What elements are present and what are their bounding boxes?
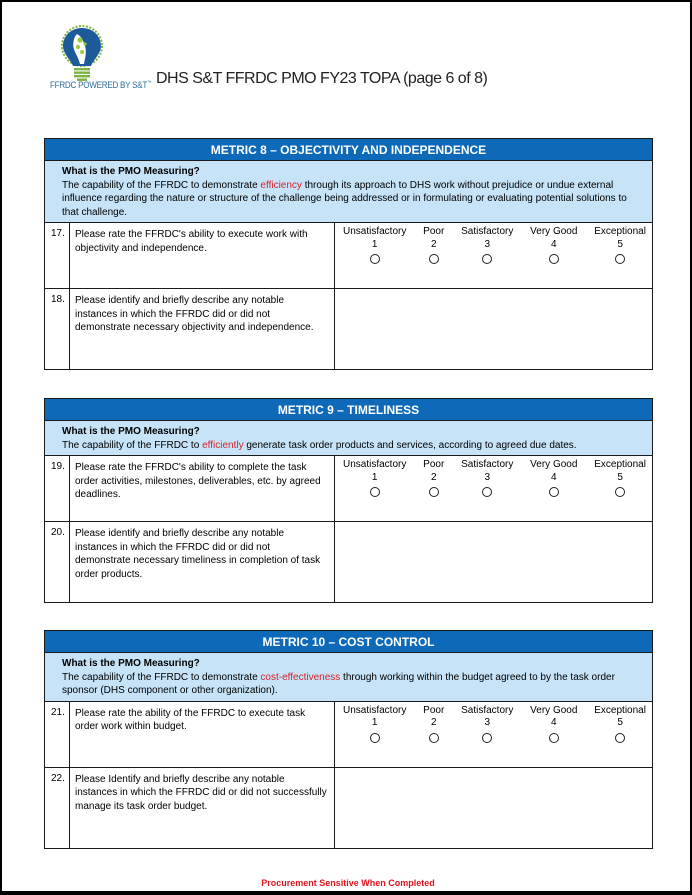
question-text: Please Identify and briefly describe any notable instances in which the FFRDC did or did not successfully manage its task order budget. bbox=[70, 768, 335, 848]
q22-response-field[interactable] bbox=[335, 768, 652, 848]
measure-description bbox=[45, 653, 652, 702]
measure-question: What is the PMO Measuring? bbox=[62, 166, 200, 177]
question-number: 20. bbox=[45, 522, 70, 602]
question-text: Please rate the FFRDC's ability to execute work with objectivity and independence. bbox=[70, 223, 335, 288]
procurement-sensitive-notice: Procurement Sensitive When Completed bbox=[261, 878, 435, 888]
question-number: 18. bbox=[45, 289, 70, 369]
rating-option-satisfactory: Satisfactory 3 bbox=[461, 226, 513, 264]
question-row-21 bbox=[45, 702, 652, 768]
rating-option-unsatisfactory: Unsatisfactory 1 bbox=[343, 459, 406, 497]
q19-radio-4[interactable] bbox=[549, 487, 559, 497]
question-row-20 bbox=[45, 522, 652, 602]
rating-option-very-good: Very Good 4 bbox=[530, 705, 577, 743]
rating-option-poor: Poor 2 bbox=[423, 705, 444, 743]
text-answer bbox=[335, 768, 652, 848]
question-text: Please rate the FFRDC's ability to complete the task order activities, milestones, deliverables, etc. by agreed deadlines. bbox=[70, 456, 335, 521]
measure-text: The capability of the FFRDC to demonstrate cost-effectiveness through working within the budget agreed to by the task order sponsor (DHS component or other organization). bbox=[62, 671, 615, 696]
question-number: 19. bbox=[45, 456, 70, 521]
rating-option-exceptional: Exceptional 5 bbox=[594, 226, 646, 264]
document-title: DHS S&T FFRDC PMO FY23 TOPA (page 6 of 8) bbox=[156, 70, 488, 87]
measure-question: What is the PMO Measuring? bbox=[62, 658, 200, 669]
rating-option-satisfactory: Satisfactory 3 bbox=[461, 459, 513, 497]
q17-radio-2[interactable] bbox=[429, 254, 439, 264]
measure-highlight: efficiently bbox=[202, 439, 244, 451]
q17-radio-5[interactable] bbox=[615, 254, 625, 264]
q19-radio-1[interactable] bbox=[370, 487, 380, 497]
question-text: Please rate the ability of the FFRDC to execute task order work within budget. bbox=[70, 702, 335, 767]
q19-radio-2[interactable] bbox=[429, 487, 439, 497]
rating-scale bbox=[335, 223, 652, 264]
measure-text: The capability of the FFRDC to efficiently generate task order products and services, according to agreed due dates. bbox=[62, 439, 577, 451]
q21-radio-5[interactable] bbox=[615, 733, 625, 743]
q21-radio-2[interactable] bbox=[429, 733, 439, 743]
question-row-22 bbox=[45, 768, 652, 848]
question-text: Please identify and briefly describe any notable instances in which the FFRDC did or did not demonstrate necessary timeliness in completion of task order products. bbox=[70, 522, 335, 602]
q21-radio-4[interactable] bbox=[549, 733, 559, 743]
question-text: Please identify and briefly describe any notable instances in which the FFRDC did or did not demonstrate necessary objectivity and independence. bbox=[70, 289, 335, 369]
question-number: 22. bbox=[45, 768, 70, 848]
rating-option-poor: Poor 2 bbox=[423, 459, 444, 497]
rating-answer bbox=[335, 456, 652, 521]
text-answer bbox=[335, 522, 652, 602]
measure-question: What is the PMO Measuring? bbox=[62, 426, 200, 437]
rating-option-satisfactory: Satisfactory 3 bbox=[461, 705, 513, 743]
logo-caption: FFRDC POWERED BY S&T™ bbox=[50, 80, 152, 90]
q20-response-field[interactable] bbox=[335, 522, 652, 602]
q17-radio-3[interactable] bbox=[482, 254, 492, 264]
rating-scale bbox=[335, 456, 652, 497]
metric-8-section bbox=[44, 138, 653, 370]
rating-option-very-good: Very Good 4 bbox=[530, 459, 577, 497]
measure-text: The capability of the FFRDC to demonstrate efficiency through its approach to DHS work without prejudice or undue external influence regarding the nature or structure of the challenge being addressed or in formulating or evaluating potential solutions to that challenge. bbox=[62, 179, 627, 218]
measure-highlight: efficiency bbox=[260, 179, 302, 191]
text-answer bbox=[335, 289, 652, 369]
q19-radio-3[interactable] bbox=[482, 487, 492, 497]
metric-title: METRIC 9 – TIMELINESS bbox=[45, 399, 652, 421]
metric-10-section bbox=[44, 630, 653, 849]
question-number: 17. bbox=[45, 223, 70, 288]
question-row-18 bbox=[45, 289, 652, 369]
q17-radio-4[interactable] bbox=[549, 254, 559, 264]
metric-9-section bbox=[44, 398, 653, 603]
q21-radio-3[interactable] bbox=[482, 733, 492, 743]
rating-answer bbox=[335, 223, 652, 288]
question-number: 21. bbox=[45, 702, 70, 767]
question-row-19 bbox=[45, 456, 652, 522]
measure-description bbox=[45, 161, 652, 223]
metric-title: METRIC 10 – COST CONTROL bbox=[45, 631, 652, 653]
rating-scale bbox=[335, 702, 652, 743]
metric-title: METRIC 8 – OBJECTIVITY AND INDEPENDENCE bbox=[45, 139, 652, 161]
q21-radio-1[interactable] bbox=[370, 733, 380, 743]
q19-radio-5[interactable] bbox=[615, 487, 625, 497]
rating-option-unsatisfactory: Unsatisfactory 1 bbox=[343, 226, 406, 264]
rating-option-poor: Poor 2 bbox=[423, 226, 444, 264]
rating-answer bbox=[335, 702, 652, 767]
measure-highlight: cost-effectiveness bbox=[260, 671, 341, 683]
q17-radio-1[interactable] bbox=[370, 254, 380, 264]
measure-description bbox=[45, 421, 652, 456]
rating-option-unsatisfactory: Unsatisfactory 1 bbox=[343, 705, 406, 743]
rating-option-exceptional: Exceptional 5 bbox=[594, 459, 646, 497]
rating-option-very-good: Very Good 4 bbox=[530, 226, 577, 264]
rating-option-exceptional: Exceptional 5 bbox=[594, 705, 646, 743]
question-row-17 bbox=[45, 223, 652, 289]
q18-response-field[interactable] bbox=[335, 289, 652, 369]
